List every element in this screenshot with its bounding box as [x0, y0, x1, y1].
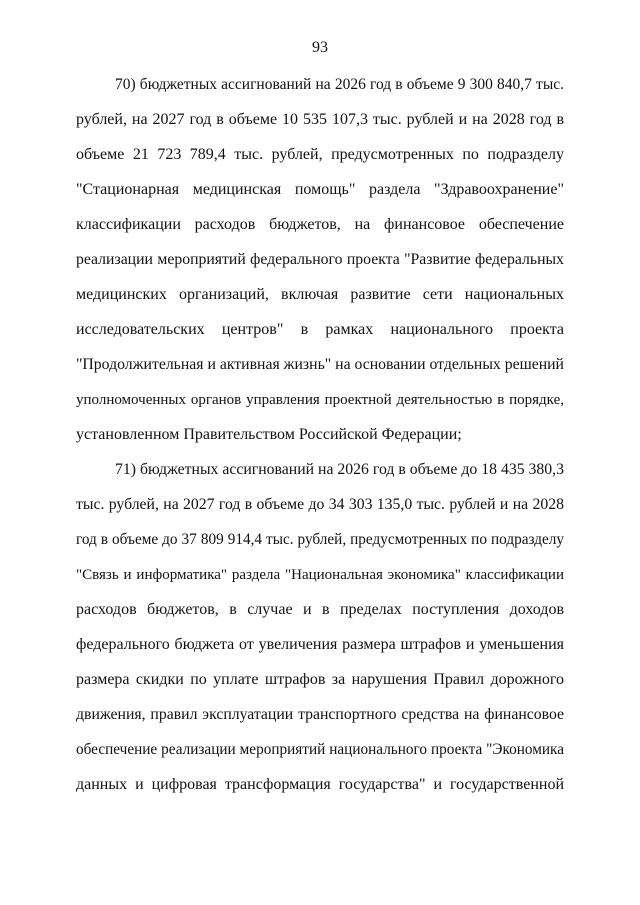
paragraph-70-line-9: "Продолжительная и активная жизнь" на основании отдельных решений: [76, 356, 564, 373]
paragraph-70-line-10: уполномоченных органов управления проектной деятельностью в порядке,: [76, 392, 564, 408]
paragraph-71-line-4: "Связь и информатика" раздела "Национальная экономика" классификации: [76, 567, 564, 583]
paragraph-71-line-3: год в объеме до 37 809 914,4 тыс. рублей, предусмотренных по подразделу: [76, 531, 564, 548]
paragraph-71-line-1: 71) бюджетных ассигнований на 2026 год в объеме до 18 435 380,3: [115, 461, 564, 478]
paragraph-70-line-6: реализации мероприятий федерального проекта "Развитие федеральных: [76, 251, 564, 268]
paragraph-70-line-4: "Стационарная медицинская помощь" раздела "Здравоохранение": [76, 181, 564, 198]
paragraph-71-line-7: размера скидки по уплате штрафов за нарушения Правил дорожного: [76, 671, 564, 688]
paragraph-70-line-11: установленном Правительством Российской Федерации;: [76, 426, 462, 443]
paragraph-70-line-3: объеме 21 723 789,4 тыс. рублей, предусмотренных по подразделу: [76, 146, 564, 163]
paragraph-70-line-5: классификации расходов бюджетов, на финансовое обеспечение: [76, 216, 564, 233]
paragraph-71-line-8: движения, правил эксплуатации транспортного средства на финансовое: [76, 706, 564, 723]
paragraph-71-line-10: данных и цифровая трансформация государства" и государственной: [76, 776, 564, 793]
paragraph-71-line-2: тыс. рублей, на 2027 год в объеме до 34 303 135,0 тыс. рублей и на 2028: [76, 496, 564, 513]
paragraph-71-line-9: обеспечение реализации мероприятий национального проекта "Экономика: [76, 741, 564, 758]
paragraph-70-line-2: рублей, на 2027 год в объеме 10 535 107,3 тыс. рублей и на 2028 год в: [76, 111, 564, 128]
paragraph-70-line-7: медицинских организаций, включая развитие сети национальных: [76, 286, 564, 303]
page-number: 93: [312, 39, 328, 56]
paragraph-71-line-5: расходов бюджетов, в случае и в пределах поступления доходов: [76, 601, 564, 618]
paragraph-71-line-6: федерального бюджета от увеличения размера штрафов и уменьшения: [76, 636, 564, 653]
paragraph-70-line-1: 70) бюджетных ассигнований на 2026 год в объеме 9 300 840,7 тыс.: [115, 76, 564, 93]
paragraph-70-line-8: исследовательских центров" в рамках национального проекта: [76, 321, 564, 338]
